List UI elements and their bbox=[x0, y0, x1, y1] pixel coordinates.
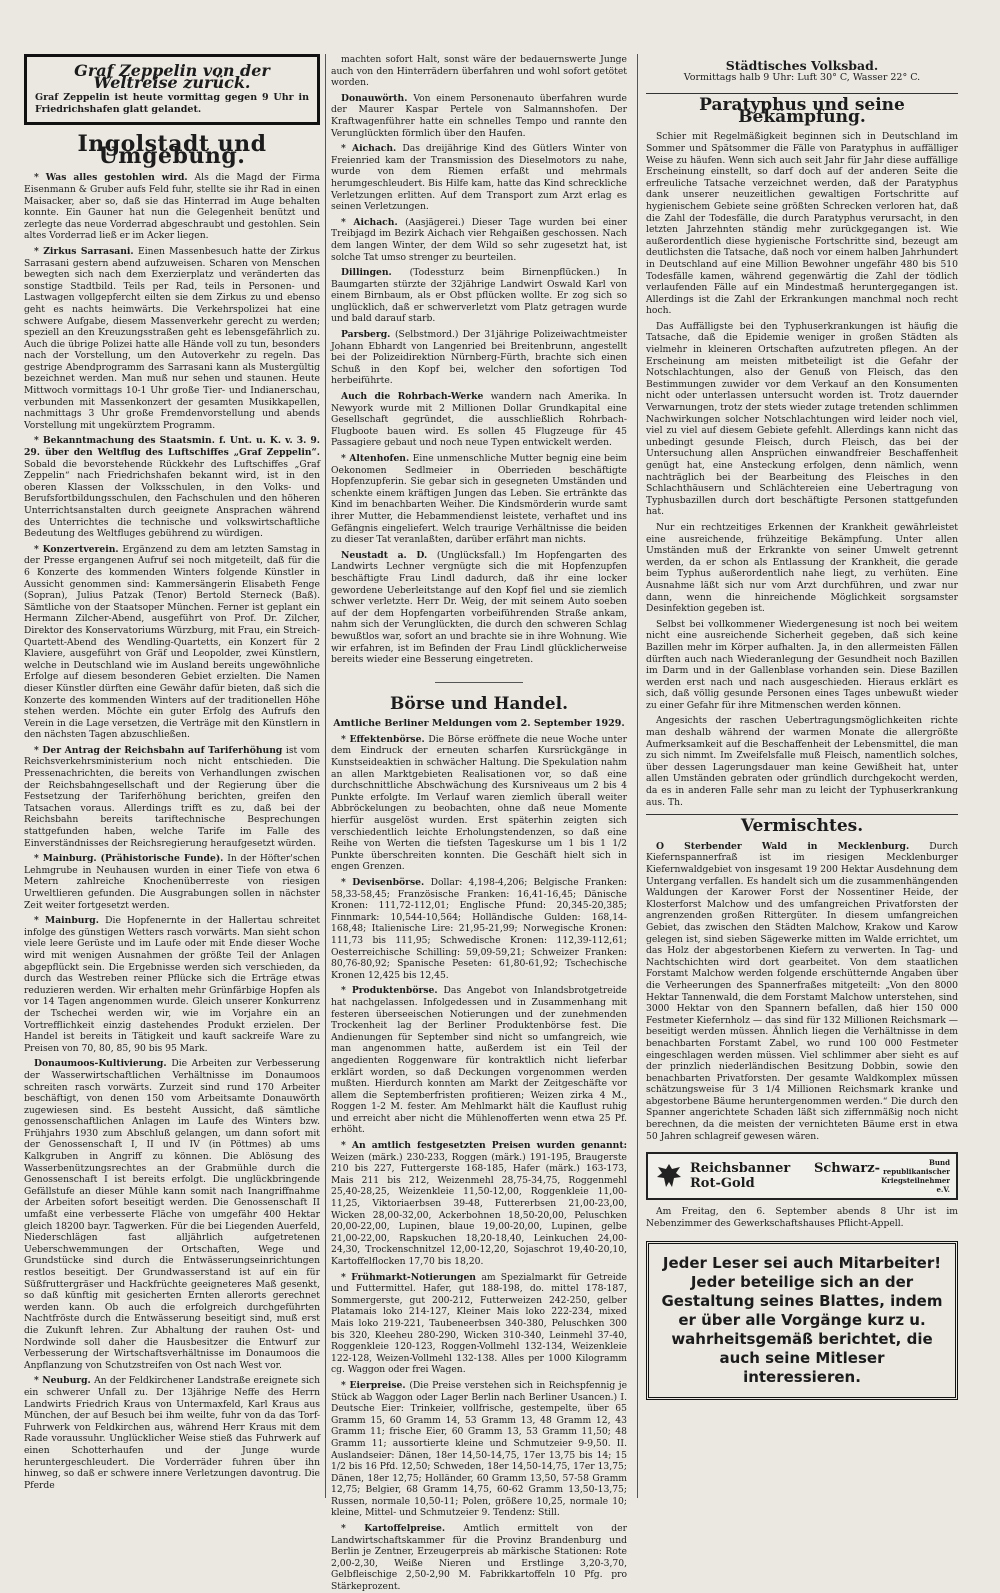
article-paragraph bbox=[331, 1380, 627, 1519]
article-lead: * Neuburg. bbox=[34, 1375, 95, 1387]
article-paragraph bbox=[331, 391, 627, 449]
article-text: Nur ein rechtzeitiges Erkennen der Krankheit gewährleistet eine ausreichende, frühzeitige Bekämpfung. Unter allen Umständen muß der Erkrankte von seiner Umwelt getrennt werden, da er schon als Entlassung der Krankheit, die gerade beim Typhus außerordentlich nahe liegt, zu verhüten. Eine Ausnahme läßt sich nur vom Arzt durchführen, und zwar nur dann, wenn die hinreichende Möglichkeit sorgsamster Desinfektion gegeben ist. bbox=[646, 521, 958, 615]
article-text: Die Börse eröffnete die neue Woche unter dem Eindruck der erneuten scharfen Kursrückgänge in Kunstseideaktien in schwächer Haltung. Die Spekulation nahm an allen Marktgebieten Realisationen vor, so daß eine durchschnittliche Abschwächung des Kursniveaus um 2 bis 4 Punkte erfolgte. Im Verlauf waren ziemlich überall weiter Abbröckelungen zu beobachten, ohne daß neue Momente hierfür ausgelöst wurden. Erst späterhin zeigten sich verschiedentlich leichte Erholungstendenzen, so daß eine Reihe von Werten die tiefsten Tageskurse um 1 bis 1 1/2 Punkte überschreiten konnten. Die Geschäft hielt sich in engen Grenzen. bbox=[331, 733, 627, 873]
article-lead: Dillingen. bbox=[341, 267, 410, 279]
article-lead: * Was alles gestohlen wird. bbox=[34, 172, 195, 184]
article-text: ist vom Reichsverkehrsministerium noch nicht entschieden. Die Pressenachrichten, die bereits von Verhandlungen zwischen der Reichsbahngesellschaft und der Regierung über die Festsetzung der Tariferhöhung berichten, greifen den Tatsachen voraus. Allerdings trifft es zu, daß bei der Reichsbahn bereits tariftechnische Besprechungen stattgefunden haben, welche Tarife im Falle des Einverständnisses der Reichsregierung heraufgesetzt würden. bbox=[24, 744, 321, 849]
article-paragraph bbox=[24, 745, 320, 849]
article-lead: * Effektenbörse. bbox=[341, 733, 429, 745]
article-paragraph bbox=[646, 841, 958, 1142]
article-lead: * Altenhofen. bbox=[341, 453, 413, 464]
article-lead: Neustadt a. D. bbox=[341, 549, 437, 561]
article-paragraph bbox=[331, 985, 627, 1136]
article-paragraph bbox=[24, 172, 320, 242]
zeppelin-headline: Graf Zeppelin von der Weltreise zurück. bbox=[74, 61, 270, 92]
reichsbanner-subtitle: Bund republikanischer Kriegsteilnehmer e.V. bbox=[881, 1158, 950, 1195]
article-text: Eine unmenschliche Mutter begnig eine beim Oekonomen Sedlmeier in Oberrieden beschäftigte Hopfenzupferin. Sie gebar sich in gesegneten Umständen und schenkte einem kräftigen Jungen das Leben. Sie ertränkte das Kind im benachbarten Weiher. Die Kindsmörderin wurde samt ihrer Mutter, die Hebammendienst leistete, verhaftet und ins Gefängnis eingeliefert. Welch traurige Verhältnisse die beiden zu dieser Tat veranlaßten, darüber erfährt man nichts. bbox=[331, 453, 627, 546]
article-lead: * Produktenbörse. bbox=[341, 985, 444, 997]
zeppelin-news-box bbox=[24, 54, 320, 125]
bath-title: Städtisches Volksbad. bbox=[725, 58, 879, 73]
article-lead: * Aichach. bbox=[341, 216, 406, 228]
article-paragraph bbox=[331, 1523, 627, 1593]
rule bbox=[646, 814, 958, 815]
section-title-market: Börse und Handel. bbox=[389, 693, 568, 714]
zeppelin-text: Graf Zeppelin ist heute vormittag gegen 9 Uhr in Friedrichshafen glatt gelandet. bbox=[35, 92, 309, 116]
typhus-article bbox=[646, 131, 958, 808]
article-text: Sobald die bevorstehende Rückkehr des Luftschiffes „Graf Zeppelin“ nach Friedrichshafen bekannt wird, ist in den oberen Klassen der Volksschulen, in den Volks- und Berufsfortbildungsschulen, den Fachschulen und den höheren Unterrichtsanstalten durch geeignete Ansprachen während des Unterrichtes die technische und volkswirtschaftliche Bedeutung des Weltfluges gebührend zu würdigen. bbox=[24, 458, 320, 540]
column-divider bbox=[325, 54, 326, 1498]
article-paragraph bbox=[331, 143, 627, 213]
section-title-ingolstadt: Ingolstadt und Umgebung. bbox=[77, 131, 267, 169]
article-text: Von einem Personenauto überfahren wurde der Maurer Kaspar Pertele von Salmannshofen. Der Kraftwagenführer hatte ein schnelles Tempo und rannte den Verunglückten förmlich über den Haufen. bbox=[331, 92, 627, 139]
article-text: am Spezialmarkt für Getreide und Futtermittel. Hafer, gut 188-198, do. mittel 178-187, Sommergerste, gut 200-212, Futterweizen 242-250, gelber Platamais loko 214-127, Kleiner Mais loko 222-234, mixed Mais loko 219-221, Taubeneerbsen 340-380, Peluschken 300 bis 320, Kleeheu 280-290, Wicken 310-340, Leinmehl 37-40, Roggenkleie 120-123, Roggen-Vollmehl 132-134, Weizenkleie 122-128, Weizen-Vollmehl 132-138. Alles per 1000 Kilogramm cg. Waggon oder frei Wagen. bbox=[331, 1271, 627, 1376]
article-paragraph bbox=[646, 321, 958, 518]
column-divider bbox=[637, 54, 638, 1498]
section-title-misc: Vermischtes. bbox=[740, 816, 864, 837]
article-text: Einen Massenbesuch hatte der Zirkus Sarrasani gestern abend aufzuweisen. Scharen von Menschen bewegten sich nach dem Exerzierplatz und veränderten das sonstige Stadtbild. Teils per Rad, teils in Personen- und Lastwagen vollgepfercht eilten sie dem Zirkus zu und ebenso geht es nachts heimwärts. Die Verkehrspolizei hat eine schwere Aufgabe, diesem Massenverkehr gerecht zu werden; speziell an den Kreuzungsstraßen geht es lebensgefährlich zu. Auch die übrige Polizei hatte alle Hände voll zu tun, besonders nach der Vorstellung, um den Autoverkehr zu regeln. Das gestrige Abendprogramm des Sarrasani kann als Mustergültig bezeichnet werden. Man muß nur sehen und staunen. Heute Mittwoch vormittags 10-1 Uhr große Tier- und Indianerschau, verbunden mit Massenkonzert der gesamten Musikkapellen, nachmittags 3 Uhr große Fremdenvorstellung und abends Vorstellung mit ungekürztem Programm. bbox=[24, 245, 320, 431]
reichsbanner-notice: Am Freitag, den 6. September abends 8 Uhr ist im Nebenzimmer des Gewerkschaftshauses Pflicht-Appell. bbox=[646, 1206, 958, 1229]
article-lead: Parsberg. bbox=[341, 329, 395, 341]
article-lead: Auch die Rohrbach-Werke bbox=[341, 391, 491, 403]
article-text: wandern nach Amerika. In Newyork wurde mit 2 Millionen Dollar Grundkapital eine Gesellschaft gegründet, die ausschließlich Rohrbach-Flugboote bauen wird. Es sollen 45 Flugzeuge für 45 Passagiere gebaut und noch neue Typen entwickelt werden. bbox=[331, 391, 627, 449]
article-lead: * Eierpreise. bbox=[341, 1379, 410, 1391]
article-paragraph bbox=[24, 915, 320, 1054]
article-text: machten sofort Halt, sonst wäre der bedauernswerte Junge auch von den Hinterrädern überfahren und wohl sofort getötet worden. bbox=[331, 54, 627, 89]
article-paragraph bbox=[646, 522, 958, 615]
article-text: Weizen (märk.) 230-233, Roggen (märk.) 191-195, Braugerste 210 bis 227, Futtergerste 168-185, Hafer (märk.) 163-173, Mais 211 bis 212, Weizenmehl 28,75-34,75, Roggenmehl 25,40-28,25, Weizenkleie 11,50-12,00, Roggenkleie 11,00-11,25, Viktoriaerbsen 39-48, Futtererbsen 21,00-23,00, Wicken 28,00-32,00, Ackerbohnen 18,50-20,00, Peluschken 20,00-22,00, Lupinen, blaue 19,00-20,00, Lupinen, gelbe 21,00-22,00, Rapskuchen 18,20-18,40, Leinkuchen 24,00-24,30, Trockenschnitzel 12,00-12,20, Sojaschrot 19,40-20,10, Kartoffelflocken 17,70 bis 18,20. bbox=[331, 1151, 627, 1267]
market-subhead: Amtliche Berliner Meldungen vom 2. September 1929. bbox=[333, 718, 625, 730]
article-lead: * Devisenbörse. bbox=[341, 877, 431, 888]
article-paragraph bbox=[24, 853, 320, 911]
article-lead: * Aichach. bbox=[341, 143, 403, 155]
article-text: Die Hopfenernte in der Hallertau schreitet infolge des günstigen Wetters rasch vorwärts. Man sieht schon viele leere Gerüste und im Laufe oder mit Ende dieser Woche wird mit wenigen Ausnahmen der größte Teil der Anlagen abgepflückt sein. Die Ergebnisse werden sich verschieden, da durch das Westreben reiner Pflücke sich die Erträge etwas reduzieren werden. Wir erhalten mehr Grünfärbige Hopfen als vor 14 Tagen angenommen wurde. Gleich unserer Konkurrenz der Tschechei werden wir, wie im Vorjahre ein an Vortrefflichkeit einzig dastehendes Produkt erzielen. Der Handel ist bereits in Tätigkeit und kauft sackreife Ware zu Preisen von 70, 80, 85, 90 bis 95 Mark. bbox=[24, 915, 320, 1054]
article-lead: * Der Antrag der Reichsbahn auf Tariferhöhung bbox=[34, 744, 286, 756]
article-text: Das Angebot von Inlandsbrotgetreide hat nachgelassen. Infolgedessen und in Zusammenhang mit festeren überseeischen Notierungen und der zunehmenden Trockenheit lag der Berliner Produktenbörse fest. Die Andienungen für September sind nicht so umfangreich, wie man angenommen hatte, außerdem ist ein Teil der angedienten Roggenware für kontraktlich nicht lieferbar erklärt worden, so daß Deckungen vorgenommen werden mußten. Hierdurch konnten am Markt der Zeitgeschäfte vor allem die Septemberfristen profitieren; Weizen zirka 4 M., Roggen 1-2 M. fester. Am Mehlmarkt hält die Kauflust ruhig und erreicht aber nicht die Mühlenofferten wenn etwa 25 Pf. erhöht. bbox=[331, 985, 627, 1136]
section-title-typhus: Paratyphus und seine Bekämpfung. bbox=[699, 95, 905, 127]
article-text: Das Auffälligste bei den Typhuserkrankungen ist häufig die Tatsache, daß die Epidemie weniger in großen Städten als vielmehr in kleineren Ortschaften aufzutreten pflegen. An der Erscheinung am meisten mitbeteiligt ist die Gefahr der Notschlachtungen, also der Genuß von Fleisch, das den Bestimmungen zuwider vor dem Verkauf an den Konsumenten nicht oder unterlassen untersucht worden ist. Trotz dauernder Verwarnungen, trotz der stets wieder zutage tretenden schlimmen Nachwirkungen solcher Notschlachtungen wird leider noch viel, viel zu viel auf diesem Gebiete gefehlt. Allerdings kann nicht das unbedingt gesunde Fleisch, durch Fleisch, das bei der Untersuchung allen Ansprüchen einwandfreier Beschaffenheit genügt hat, eine Ansteckung erfolgen, denn nämlich, wenn nachträglich bei der Bearbeitung des Fleisches in den Schlachthäusern und Schlächtereien eine Uebertragung von Typhusbazillen durch dort beschäftigte Personen stattgefunden hat. bbox=[646, 320, 958, 518]
article-list bbox=[331, 54, 627, 666]
article-text: Ergänzend zu dem am letzten Samstag in der Presse ergangenen Aufruf sei noch mitgeteilt, daß für die 6 Konzerte des kommenden Winters folgende Künstler in Aussicht genommen sind: Kammersängerin Elisabeth Fenge (Sopran), Julius Patzak (Tenor) Bertold Sterneck (Baß). Sämtliche von der Staatsoper München. Ferner ist geplant ein Hermann Zilcher-Abend, ausgeführt von Prof. Dr. Zilcher, Direktor des Konservatoriums Würzburg, mit Frau, ein Streich-Quartett-Abend des Wendling-Quartetts, ein Konzert für 2 Klaviere, ausgeführt von Gräf und Leopolder, zwei Künstlern, welche in Deutschland wie im Ausland bereits ungewöhnliche Erfolge auf diesem besonderen Gebiet erzielten. Die Namen dieser Künstler dürften eine Gewähr dafür bieten, daß sich die Konzerte des kommenden Winters auf der traditionellen Höhe stehen werden. Möchte ein guter Erfolg des Aufrufs den Verein in die Lage versetzen, die Verträge mit den Künstlern in den nächsten Tagen abzuschließen. bbox=[24, 543, 320, 741]
article-paragraph bbox=[331, 550, 627, 666]
article-paragraph bbox=[24, 1058, 320, 1371]
bath-temperature: Vormittags halb 9 Uhr: Luft 30° C, Wasser 22° C. bbox=[683, 71, 921, 83]
article-lead: * Mainburg. bbox=[34, 915, 106, 927]
article-text: Selbst bei vollkommener Wiedergenesung ist noch bei weitem nicht eine ausreichende Sicherheit gegeben, daß sich keine Bazillen mehr im Körper aufhalten. Ja, in den allermeisten Fällen dürften auch nach Wiederanlegung der Gesundheit noch Bazillen im Darm und in der Gallenblase vorhanden sein. Diese Bazillen werden erst nach und nach ausgeschieden. Hieraus erklärt es sich, daß völlig gesunde Personen eines Tages unbewußt wieder zu einer Gefahr für ihre Mitmenschen werden können. bbox=[646, 618, 958, 711]
column-left bbox=[24, 54, 320, 1498]
article-paragraph bbox=[331, 877, 627, 981]
article-lead: * Zirkus Sarrasani. bbox=[34, 245, 139, 257]
article-text: Dollar: 4,198-4,206; Belgische Franken: 58,33-58,45; Französische Franken: 16,41-16,45; Dänische Kronen: 111,72-112,01; Englische Pfund: 20,345-20,385; Finnmark: 10,544-10,564; Holländische Gulden: 168,14-168,48; Italienische Lire: 21,95-21,99; Norwegische Kronen: 111,73 bis 111,95; Schwedische Kronen: 112,39-112,61; Oesterreichische Schilling: 59,09-59,21; Schweizer Franken: 80,76-80,92; Spanische Peseten: 61,80-61,92; Tschechische Kronen 12,425 bis 12,45. bbox=[331, 877, 627, 981]
reichsbanner-ad bbox=[646, 1152, 958, 1200]
article-lead: * Bekanntmachung des Staatsmin. f. Unt. u. K. v. 3. 9. 29. über den Weltflug des Luftschiffes „Graf Zeppelin“. bbox=[24, 435, 320, 459]
article-paragraph bbox=[24, 544, 320, 741]
article-lead: * Frühmarkt-Notierungen bbox=[341, 1271, 482, 1283]
article-text: Schier mit Regelmäßigkeit beginnen sich in Deutschland im Sommer und Spätsommer die Fälle von Paratyphus in auffälliger Weise zu häufen. Wenn sich auch seit Jahr für Jahr diese auffällige Erscheinung einstellt, so darf doch auf der anderen Seite die erfreuliche Tatsache verzeichnet werden, daß der Paratyphus dank unserer neuzeitlichen gewaltigen Fortschritte auf hygienischem Gebiete seine größten Schrecken verloren hat, daß die Zahl der Todesfälle, die durch Paratyphus verursacht, in den letzten Jahrzehnten ständig mehr zurückgegangen ist. Wie außerordentlich diese hygienische Fortschritte sind, bezeugt am deutlichsten die Tatsache, daß noch vor einem halben Jahrhundert in Deutschland auf eine Million Bewohner ungefähr 480 bis 510 Todesfälle kamen, während gegenwärtig die Zahl der tödlich verlaufenden Fälle auf ein Mindestmaß heruntergegangen ist. Allerdings ist die Zahl der Erkrankungen manchmal noch recht hoch. bbox=[646, 131, 958, 317]
article-text: (Selbstmord.) Der 31jährige Polizeiwachtmeister Johann Ebhardt von Langenried bei Breitenbrunn, angestellt bei der Polizeidirektion Nürnberg-Fürth, brachte sich einen Schuß in den Kopf bei, welcher den sofortigen Tod herbeiführte. bbox=[331, 329, 627, 387]
article-paragraph bbox=[331, 93, 627, 139]
eagle-icon bbox=[654, 1161, 684, 1191]
article-paragraph bbox=[24, 1375, 320, 1491]
article-paragraph bbox=[331, 267, 627, 325]
article-text: Durch Kiefernspannerfraß ist im riesigen Mecklenburger Kiefernwaldgebiet von insgesamt 19 200 Hektar Ausdehnung dem Untergang verfallen. Es handelt sich um die zusammenhängenden Waldungen der Karower Forst der Nossentiner Heide, der Klosterforst Malchow und des umfangreichen Privatforsten der angrenzenden großen Rittergüter. In diesem umfangreichen Gebiet, das zwischen den Städten Malchow, Krakow und Karow gelegen ist, sind sieben Sägewerke mitten im Walde errichtet, um das Holz der abgestorbenen Kiefern zu verwerten. In Tag- und Nachtschichten wird dort gearbeitet. Von dem staatlichen Forstamt Malchow werden folgende erschütternde Angaben über die Verheerungen des Spannerfraßes mitgeteilt: „Von den 8000 Hektar Tannenwald, die dem Forstamt Malchow unterstehen, sind 3000 Hektar von den Spannern befallen, daß hier 150 000 Festmeter Kiefernholz — das sind für 132 Millionen Reichsmark — beseitigt werden müssen. Ähnlich liegen die Verhältnisse in dem benachbarten Forstamt Zabel, wo rund 100 000 Festmeter eingeschlagen werden müssen. Viel schlimmer aber sieht es auf der prinzlich niederländischen Besitzung Dobbin, sowie den benachbarten Privatforsten. Der gesamte Waldkomplex müssen schätzungsweise für 3 1/4 Millionen Reichsmark kranke und abgestorbene Bäume heruntergenommen werden.“ Die durch den Spanner angerichtete Schaden läßt sich ziffernmäßig noch nicht berechnen, da die meisten der vernichteten Bäume erst in etwa 50 Jahren schlagreif gewesen wären. bbox=[646, 840, 958, 1142]
column-right bbox=[646, 54, 958, 1498]
article-paragraph bbox=[646, 131, 958, 317]
article-paragraph bbox=[331, 329, 627, 387]
article-paragraph bbox=[331, 54, 627, 89]
article-lead: O Sterbender Wald in Mecklenburg. bbox=[656, 840, 930, 852]
article-text: (Unglücksfall.) Im Hopfengarten des Landwirts Lechner vergnügte sich die mit Hopfenzupfen beschäftigte Frau Lindl dadurch, daß ihr eine locker gewordene Ueberleitstange auf den Kopf fiel und sie ziemlich schwer verletzte. Herr Dr. Weig, der mit seinem Auto soeben auf der dem Hopfengarten vorbeiführenden Straße ankam, nahm sich der Verunglückten, die durch den schweren Schlag bewußtlos war, sofort an und brachte sie in ihre Wohnung. Wie wir erfahren, ist im Befinden der Frau Lindl glücklicherweise bereits wieder eine Besserung eingetreten. bbox=[331, 549, 628, 666]
article-text: Die Arbeiten zur Verbesserung der Wasserwirtschaftlichen Verhältnisse im Donaumoos schreiten rasch vorwärts. Zurzeit sind rund 170 Arbeiter beschäftigt, von denen 150 vom Arbeitsamte Donauwörth zugewiesen sind. Es besteht Aussicht, daß sämtliche genossenschaftlichen Anlagen im Laufe des Winters bzw. Frühjahrs 1930 zum Abschluß gelangen, um dann sofort mit der Genossenschaft I, II und IV (in Pöttmes) ab ums Kalkgruben in Angriff zu können. Die Ablösung des Wasserbenützungsrechtes an der Grabmühle durch die Genossenschaft I ist bereits erfolgt. Die unglückbringende Gefällstufe an dieser Mühle kann somit nach Inangriffnahme der Arbeiten sofort beseitigt werden. Die Genossenschaft II umfaßt eine verbesserte Fläche von umgefähr 400 Hektar gleich 18200 bayr. Tagwerken. Für die bei Liegenden Auerfeld, Niederschlägen fast alljährlich aufgetretenen Ueberschwemmungen der Ortschaften, Wege und Grundstücke sind durch die Entwässerungseinrichtungen restlos beseitigt. Der Grundwasserstand ist auf ein für Süßfruttergräser und Hackfrüchte geeigneteres Maß gesenkt, so daß künftig mit gesicherten Ernten allerorts gerechnet werden kann. Ob auch die erfolgreich durchgeführten Nachtfröste durch die Entwässerung beseitigt sind, muß erst die Zukunft lehren. Zur Abhaltung der rauhen Ost- und Nordwinde soll daher die Hausbesitzer die Entwurf zur Verbesserung der Wirtschaftsverhältnisse im Donaumoos die Anpflanzung von Schutzstreifen von Ost nach West vor. bbox=[24, 1058, 320, 1371]
article-paragraph bbox=[646, 619, 958, 712]
article-paragraph bbox=[331, 734, 627, 873]
article-lead: * An amtlich festgesetzten Preisen wurden genannt: bbox=[341, 1140, 627, 1152]
article-text: (Aasjägerei.) Dieser Tage wurden bei einer Treibjagd im Bezirk Aichach vier Rehgaißen geschossen. Nach dem langen Winter, der dem Wild so sehr zugesetzt hat, ist solche Tat umso strenger zu beurteilen. bbox=[331, 216, 627, 263]
market-article-list bbox=[331, 734, 627, 1593]
article-paragraph bbox=[24, 435, 320, 539]
article-text: In der Höfter'schen Lehmgrube in Neuhausen wurden in einer Tiefe von etwa 6 Metern zahlreiche Knochenüberreste von riesigen Urweltlieren gefunden. Die Ausgrabungen sollen in nächster Zeit weiter fortgesetzt werden. bbox=[24, 853, 320, 911]
article-lead: * Konzertverein. bbox=[34, 543, 123, 555]
reader-appeal-box: Jeder Leser sei auch Mitarbeiter! Jeder beteilige sich an der Gestaltung seines Blattes, indem er über alle Vorgänge kurz u. wahrheitsgemäß berichtet, die auch seine Mitleser interessieren. bbox=[646, 1241, 958, 1400]
article-paragraph bbox=[646, 715, 958, 808]
article-text: Angesichts der raschen Uebertragungsmöglichkeiten richte man deshalb während der warmen Monate die allergrößte Aufmerksamkeit auf die Beschaffenheit der Lebensmittel, die man zu sich nimmt. Im Zweifelsfalle muß Fleisch, namentlich solches, über dessen Lagerungsdauer man keine Gewißheit hat, unter allen Umständen gebraten oder gründlich durchgekocht werden, da es in anderen Falle sehr man zu leicht der Typhuserkrankung aus. Th. bbox=[646, 715, 958, 808]
article-lead: * Mainburg. (Prähistorische Funde). bbox=[34, 853, 228, 865]
article-lead: Donaumoos-Kultivierung. bbox=[34, 1058, 172, 1070]
reichsbanner-title: Reichsbanner Schwarz-Rot-Gold bbox=[690, 1161, 880, 1192]
article-paragraph bbox=[331, 217, 627, 263]
article-text: Amtlich ermittelt von der Landwirtschaftskammer für die Provinz Brandenburg und Berlin je Zentner, Erzeugerpreis ab märkische Stationen: Rote 2,00-2,30, Weiße Nieren und Erstlinge 3,20-3,70, Gelbfleischige 2,50-2,90 M. Fabrikkartoffeln 10 Pfg. pro Stärkeprozent. bbox=[331, 1523, 627, 1593]
section-divider bbox=[435, 682, 524, 683]
rule bbox=[646, 93, 958, 94]
misc-article bbox=[646, 841, 958, 1142]
article-text: Das dreijährige Kind des Gütlers Winter von Freienried kam der Transmission des Dieselmotors zu nahe, wurde von dem Riemen erfaßt und mehrmals herumgeschleudert. Bis Hilfe kam, hatte das Kind schreckliche Verletzungen erlitten. Auf dem Transport zum Arzt erlag es seinen Verletzungen. bbox=[331, 143, 628, 213]
article-lead: * Kartoffelpreise. bbox=[341, 1523, 464, 1535]
column-middle bbox=[331, 54, 628, 1593]
article-paragraph bbox=[24, 246, 320, 432]
article-text: An der Feldkirchener Landstraße ereignete sich ein schwerer Unfall zu. Der 13jährige Neffe des Herrn Landwirts Friedrich Kraus von Untermaxfeld, Karl Kraus aus München, der auf Besuch bei ihm weilte, fuhr von da das Torf-Fuhrwerk von Feldkirchen aus, während Herr Kraus mit dem Rade voraussuhr. Unglücklicher Weise stieß das Fuhrwerk auf einen Schotterhaufen und der Junge wurde heruntergeschleudert. Die Vorderräder fuhren über ihn hinweg, so daß er schwere innere Verletzungen davontrug. Die Pferde bbox=[24, 1375, 320, 1491]
article-paragraph bbox=[331, 1272, 627, 1376]
article-text: Als die Magd der Firma Eisenmann & Gruber aufs Feld fuhr, stellte sie ihr Rad in einen Maisacker, aber so, daß sie das Hinterrad im Auge behalten konnte. Ein Gauner hat nun die Gelegenheit benützt und zerlegte das neue Vorderrad abgeschraubt und gestohlen. Sein altes Vorderrad ließ er im Acker liegen. bbox=[24, 172, 320, 242]
article-paragraph bbox=[331, 453, 627, 546]
article-paragraph bbox=[331, 1140, 627, 1268]
article-text: (Todessturz beim Birnenpflücken.) In Baumgarten stürzte der 32jährige Landwirt Oswald Karl von einem Birnbaum, als er Obst pflücken wollte. Er zog sich so unglücklich, daß er schwerverletzt vom Platz getragen wurde und bald darauf starb. bbox=[331, 267, 627, 325]
article-list bbox=[24, 172, 320, 1491]
article-text: (Die Preise verstehen sich in Reichspfennig je Stück ab Waggon oder Lager Berlin nach Berliner Usancen.) I. Deutsche Eier: Trinkeier, vollfrische, gestempelte, über 65 Gramm 15, 60 Gramm 14, 53 Gramm 13, 48 Gramm 12, 43 Gramm 11; frische Eier, 60 Gramm 13, 53 Gramm 11,50; 48 Gramm 11; aussortierte kleine und Schmutzeier 9-9,50. II. Auslandseier: Dänen, 18er 14,50-14,75, 17er 13,75 bis 14; 15 1/2 bis 16 Pfd. 12,50; Schweden, 18er 14,50-14,75, 17er 13,75; Dänen, 18er 12,75; Holländer, 60 Gramm 13,50, 57-58 Gramm 12,75; Belgier, 68 Gramm 14,75, 60-62 Gramm 13,50-13,75; Russen, normale 10,50-11; Polen, größere 10,25, normale 10; kleine, Mittel- und Schmutzeier 9. Tendenz: Still. bbox=[331, 1379, 628, 1519]
article-lead: Donauwörth. bbox=[341, 92, 414, 104]
